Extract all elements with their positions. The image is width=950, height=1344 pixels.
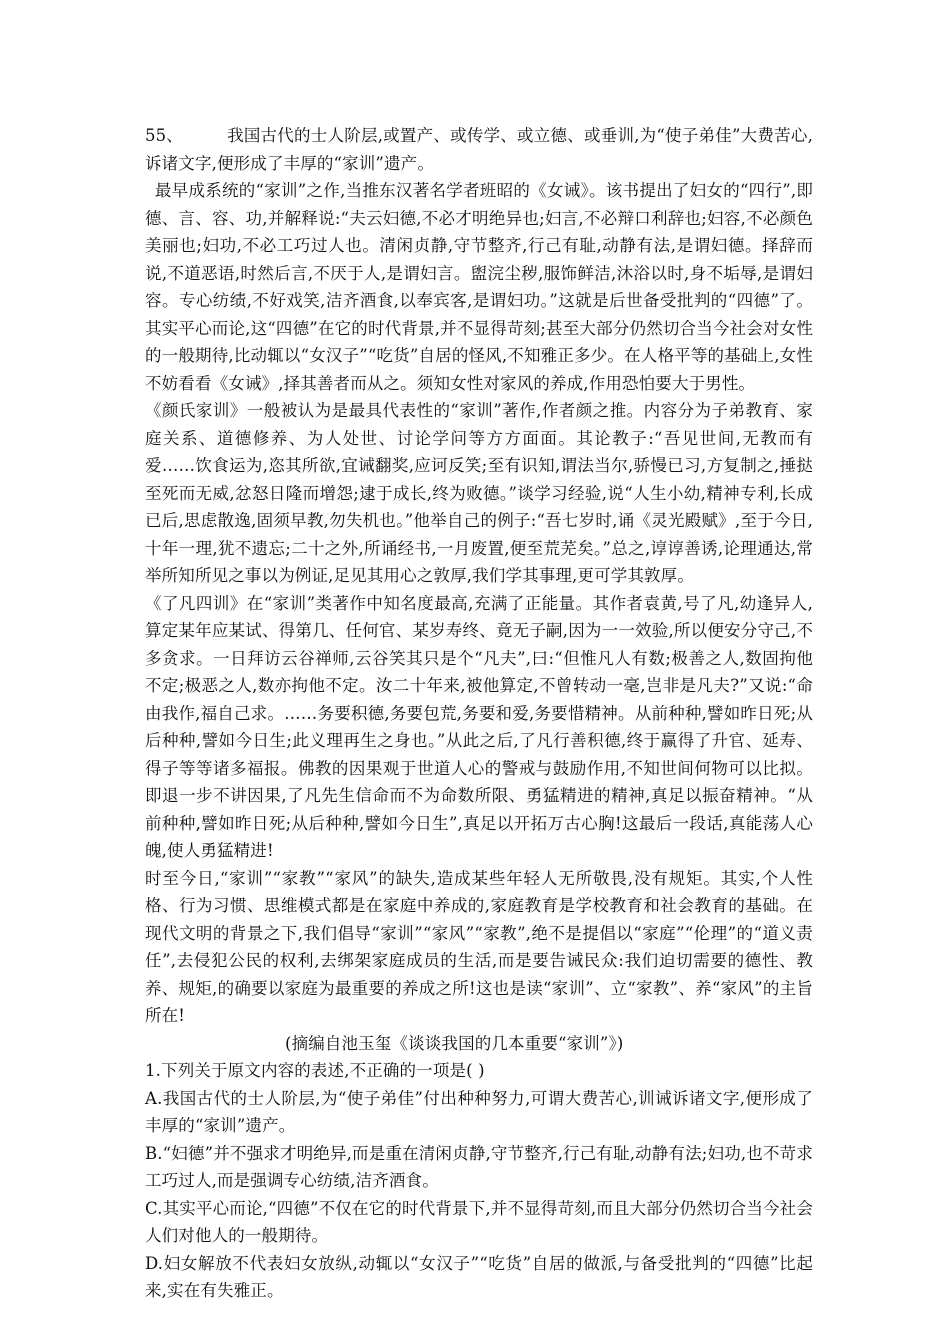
paragraph-intro <box>145 122 813 177</box>
paragraph-text: 我国古代的士人阶层,或置产、或传学、或立德、或垂训,为“使子弟佳”大费苦心,诉诸文字,便形成了丰厚的“家训”遗产。 <box>145 126 813 173</box>
paragraph-conclusion: 时至今日,“家训”“家教”“家风”的缺失,造成某些年轻人无所敬畏,没有规矩。其实,个人性格、行为习惯、思维模式都是在家庭中养成的,家庭教育是学校教育和社会教育的基础。在现代文明的背景之下,我们倡导“家训”“家风”“家教”,绝不是提倡以“家庭”“伦理”的“道义责任”,去侵犯公民的权利,去绑架家庭成员的生活,而是要告诫民众:我们迫切需要的德性、教养、规矩,的确要以家庭为最重要的养成之所!这也是读“家训”、立“家教”、养“家风”的主旨所在! <box>145 868 813 1025</box>
option-b: B.“妇德”并不强求才明绝异,而是重在清闲贞静,守节整齐,行己有耻,动静有法;妇功,也不苛求工巧过人,而是强调专心纺绩,洁齐酒食。 <box>145 1143 813 1190</box>
source-citation: (摘编自池玉玺《谈谈我国的几本重要“家训”》) <box>285 1033 624 1053</box>
option-c: C.其实平心而论,“四德”不仅在它的时代背景下,并不显得苛刻,而且大部分仍然切合当今社会人们对他人的一般期待。 <box>145 1198 813 1245</box>
option-a: A.我国古代的士人阶层,为“使子弟佳”付出种种努力,可谓大费苦心,训诫诉诸文字,便形成了丰厚的“家训”遗产。 <box>145 1088 813 1135</box>
question-stem: 1.下列关于原文内容的表述,不正确的一项是( ) <box>145 1061 485 1080</box>
paragraph-yanshi: 《颜氏家训》一般被认为是最具代表性的“家训”著作,作者颜之推。内容分为子弟教育、家庭关系、道德修养、为人处世、讨论学问等方方面面。其论教子:“吾见世间,无教而有爱……饮食运为,恣其所欲,宜诫翻奖,应诃反笑;至有识知,谓法当尔,骄慢已习,方复制之,捶挞至死而无威,忿怒日隆而增怨;逮于成长,终为败德。”谈学习经验,说“人生小幼,精神专利,长成已后,思虑散逸,固须早教,勿失机也。”他举自己的例子:“吾七岁时,诵《灵光殿赋》,至于今日,十年一理,犹不遗忘;二十之外,所诵经书,一月废置,便至荒芜矣。”总之,谆谆善诱,论理通达,常举所知所见之事以为例证,足见其用心之敦厚,我们学其事理,更可学其敦厚。 <box>145 401 813 585</box>
document-body <box>145 122 813 1305</box>
option-d: D.妇女解放不代表妇女放纵,动辄以“女汉子”“吃货”自居的做派,与备受批判的“四德”比起来,实在有失雅正。 <box>145 1253 813 1300</box>
question-number: 55、 <box>145 126 183 145</box>
paragraph-nujie: 最早成系统的“家训”之作,当推东汉著名学者班昭的《女诫》。该书提出了妇女的“四行”,即德、言、容、功,并解释说:“夫云妇德,不必才明绝异也;妇言,不必辩口利辞也;妇容,不必颜色美丽也;妇功,不必工巧过人也。清闲贞静,守节整齐,行己有耻,动静有法,是谓妇德。择辞而说,不道恶语,时然后言,不厌于人,是谓妇言。盥浣尘秽,服饰鲜洁,沐浴以时,身不垢辱,是谓妇容。专心纺绩,不好戏笑,洁齐酒食,以奉宾客,是谓妇功。”这就是后世备受批判的“四德”了。其实平心而论,这“四德”在它的时代背景,并不显得苛刻;甚至大部分仍然切合当今社会对女性的一般期待,比动辄以“女汉子”“吃货”自居的怪风,不知雅正多少。在人格平等的基础上,女性不妨看看《女诫》,择其善者而从之。须知女性对家风的养成,作用恐怕要大于男性。 <box>145 181 813 393</box>
paragraph-liaofan: 《了凡四训》在“家训”类著作中知名度最高,充满了正能量。其作者袁黄,号了凡,幼逢异人,算定某年应某试、得第几、任何官、某岁寿终、竟无子嗣,因为一一效验,所以便安分守己,不多贪求。一日拜访云谷禅师,云谷笑其只是个“凡夫”,曰:“但惟凡人有数;极善之人,数固拘他不定;极恶之人,数亦拘他不定。汝二十年来,被他算定,不曾转动一毫,岂非是凡夫?”又说:“命由我作,福自己求。……务要积德,务要包荒,务要和爱,务要惜精神。从前种种,譬如昨日死;从后种种,譬如今日生;此义理再生之身也。”从此之后,了凡行善积德,终于赢得了升官、延寿、得子等等诸多福报。佛教的因果观于世道人心的警戒与鼓励作用,不知世间何物可以比拟。即退一步不讲因果,了凡先生信命而不为命数所限、勇猛精进的精神,真足以振奋精神。“从前种种,譬如昨日死;从后种种,譬如今日生”,真足以开拓万古心胸!这最后一段话,真能荡人心魄,使人勇猛精进! <box>145 593 813 860</box>
